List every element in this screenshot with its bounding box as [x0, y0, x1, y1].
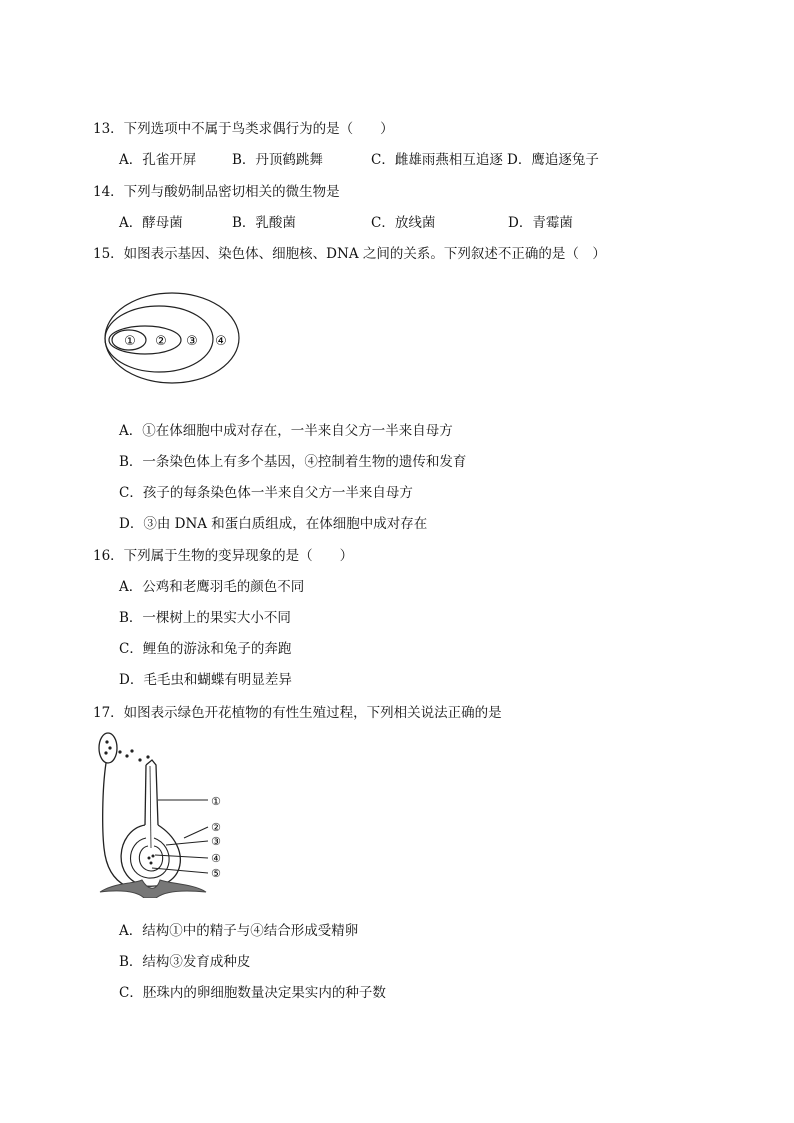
figure-label-3: ③	[211, 835, 221, 848]
question-14-stem: 14．下列与酸奶制品密切相关的微生物是	[93, 184, 340, 200]
figure-label-5: ⑤	[211, 867, 221, 880]
figure-label-2: ②	[211, 821, 221, 834]
figure-label-2: ②	[155, 334, 167, 349]
figure-label-4: ④	[215, 334, 227, 349]
question-16-option-b: B．一棵树上的果实大小不同	[119, 610, 291, 626]
question-16-option-a: A．公鸡和老鹰羽毛的颜色不同	[119, 579, 305, 595]
question-15-option-a: A．①在体细胞中成对存在，一半来自父方一半来自母方	[119, 423, 453, 439]
question-17-option-a: A．结构①中的精子与④结合形成受精卵	[119, 923, 359, 939]
anther-shape	[99, 733, 117, 763]
question-14-option-b: B．乳酸菌	[232, 215, 296, 231]
question-14-option-c: C．放线菌	[371, 215, 436, 231]
question-15-stem: 15．如图表示基因、染色体、细胞核、DNA 之间的关系。下列叙述不正确的是（ ）	[93, 246, 606, 262]
question-15-option-b: B．一条染色体上有多个基因，④控制着生物的遗传和发育	[119, 454, 467, 470]
question-15-option-d: D．③由 DNA 和蛋白质组成，在体细胞中成对存在	[119, 516, 428, 532]
question-15-nested-ellipses-figure	[104, 288, 244, 386]
question-13-stem: 13．下列选项中不属于鸟类求偶行为的是（ ）	[93, 121, 394, 137]
question-17-stem: 17．如图表示绿色开花植物的有性生殖过程，下列相关说法正确的是	[93, 705, 502, 721]
question-13-option-c: C．雌雄雨燕相互追逐	[371, 152, 503, 168]
figure-label-1: ①	[211, 795, 221, 808]
question-17-option-b: B．结构③发育成种皮	[119, 954, 251, 970]
figure-label-3: ③	[186, 334, 198, 349]
question-13-option-b: B．丹顶鹤跳舞	[232, 152, 323, 168]
question-13-option-a: A．孔雀开屏	[119, 152, 197, 168]
figure-label-1: ①	[124, 334, 136, 349]
question-14-option-d: D．青霉菌	[508, 215, 573, 231]
question-13-option-d: D．鹰追逐兔子	[507, 152, 599, 168]
question-17-flower-pistil-figure	[96, 730, 236, 898]
question-17-option-c: C．胚珠内的卵细胞数量决定果实内的种子数	[119, 985, 386, 1001]
question-16-option-c: C．鲤鱼的游泳和兔子的奔跑	[119, 641, 292, 657]
question-16-stem: 16．下列属于生物的变异现象的是（ ）	[93, 548, 354, 564]
question-16-option-d: D．毛毛虫和蝴蝶有明显差异	[119, 672, 292, 688]
question-15-option-c: C．孩子的每条染色体一半来自父方一半来自母方	[119, 485, 413, 501]
question-14-option-a: A．酵母菌	[119, 215, 183, 231]
figure-label-4: ④	[211, 852, 221, 865]
ellipse-second	[109, 326, 181, 354]
